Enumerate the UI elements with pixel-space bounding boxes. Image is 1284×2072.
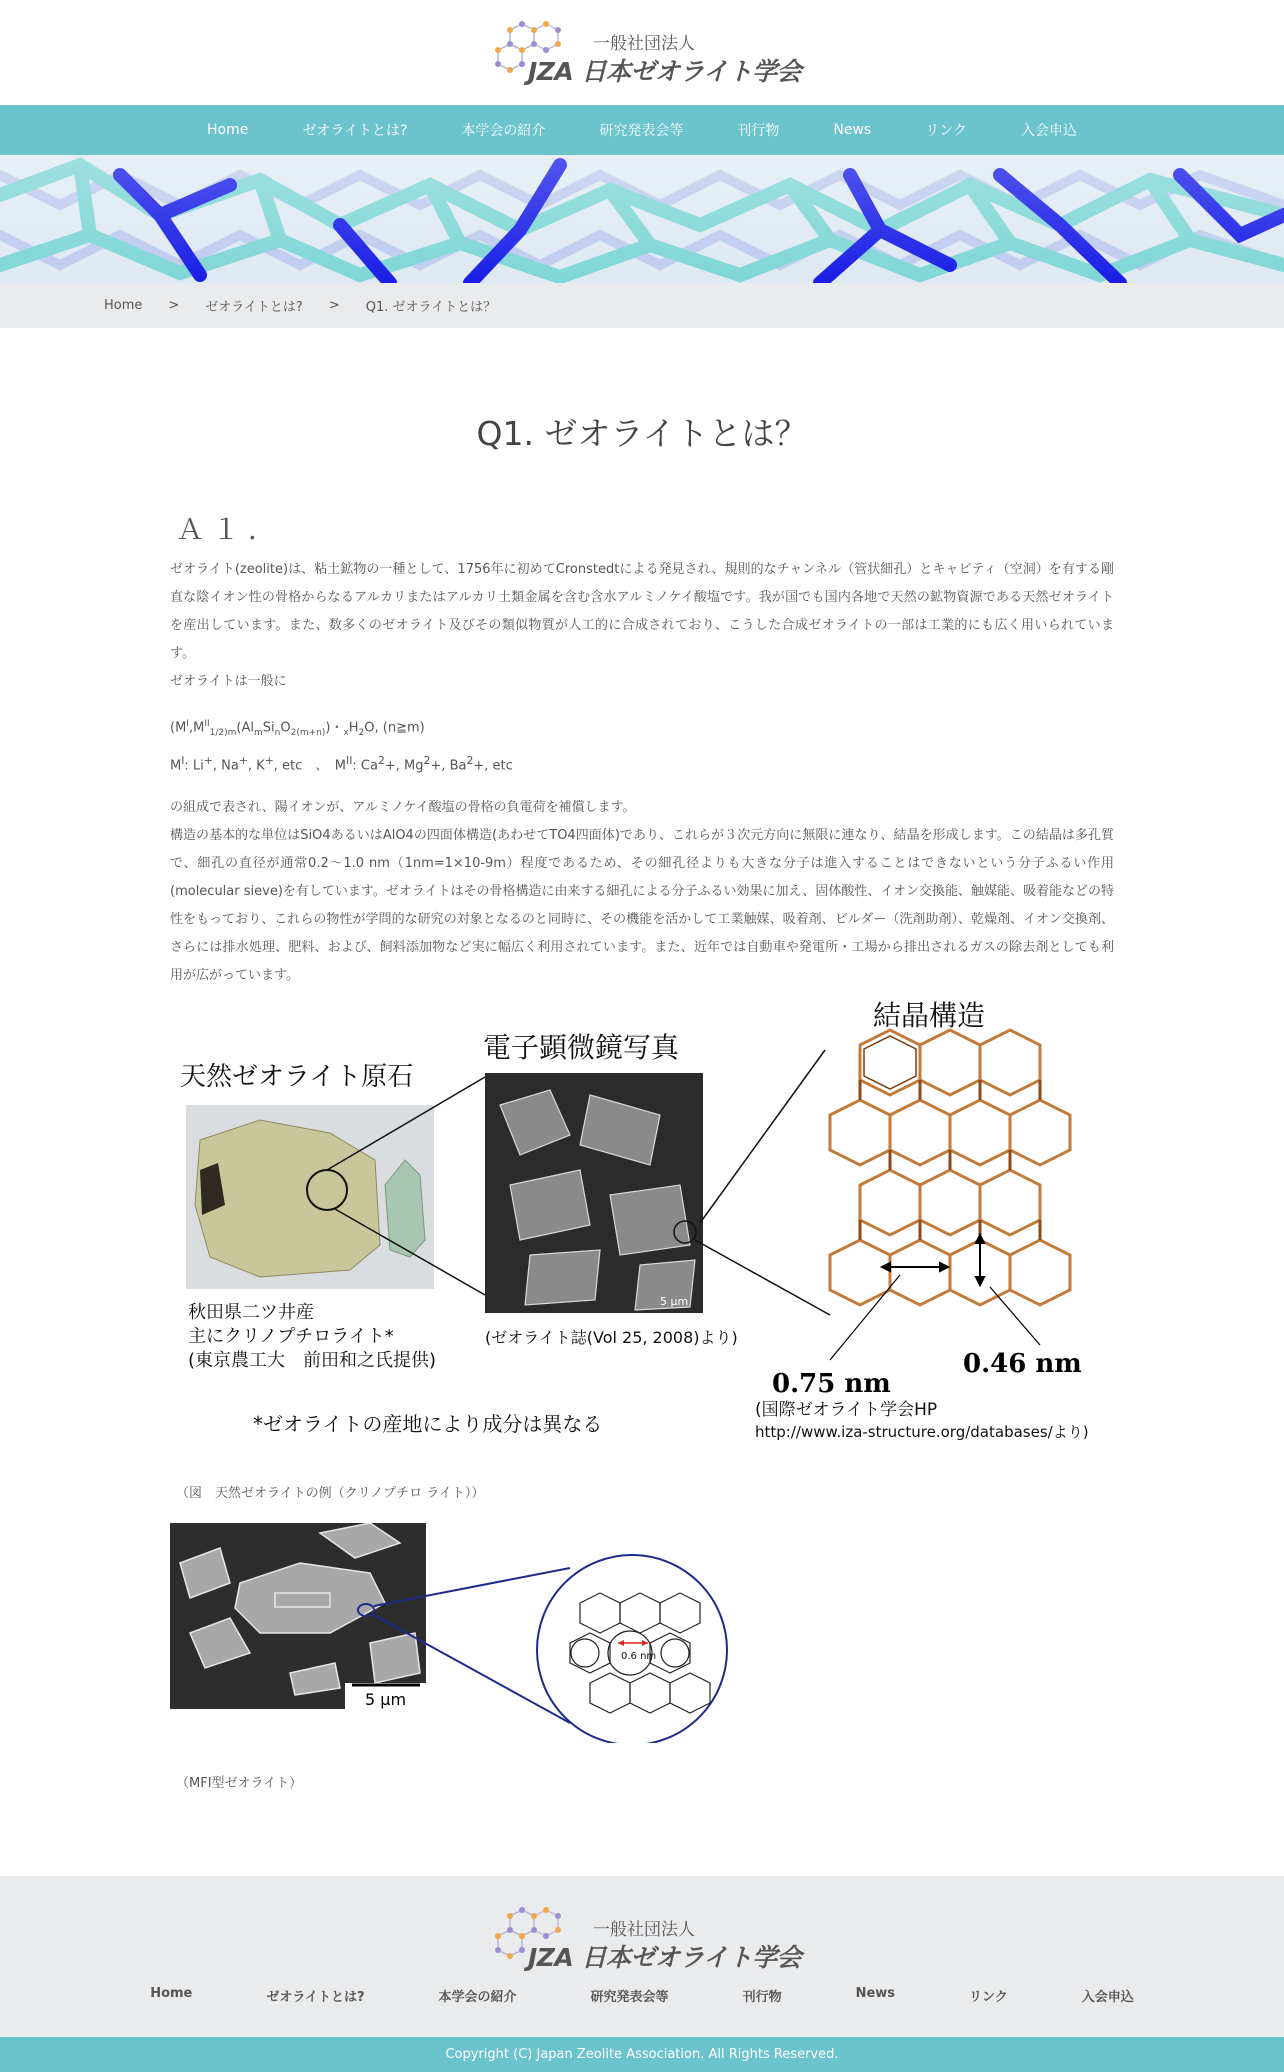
hero-banner-image (0, 155, 1284, 283)
dimension-075: 0.75 nm (772, 1369, 891, 1399)
sem-photo (485, 1073, 703, 1313)
footer-logo[interactable] (488, 1898, 802, 1974)
breadcrumb-home[interactable]: Home (104, 298, 143, 313)
crystal-framework-diagram (830, 1030, 1070, 1305)
mfi-scale-label: 5 μm (365, 1690, 407, 1709)
copyright-bar: Copyright (C) Japan Zeolite Association. All Rights Reserved. (0, 2037, 1284, 2072)
label-sem-photo: 電子顕微鏡写真 (483, 1031, 680, 1064)
label-crystal-structure: 結晶構造 (873, 999, 986, 1032)
breadcrumb-parent[interactable]: ゼオライトとは? (205, 300, 303, 315)
site-logo[interactable] (488, 12, 802, 88)
origin-line-2: 主にクリノプチロライト* (188, 1326, 394, 1347)
nav-meetings[interactable]: 研究発表会等 (599, 123, 684, 139)
chemical-formula: ($M^I,M^{II}_{1/2)m}(Al_mSi_nO_{2(m+n)})$・$_xH_2O$, (n≧m) (170, 719, 425, 738)
paragraph-intro: ゼオライト(zeolite)は、粘土鉱物の一種として、1756年に初めてCronstedtによる発見され、規則的なチャンネル（管状細孔）とキャビティ（空洞）を有する剛直な陰イオン性の骨格からなるアルカリまたはアルカリ土類金属を含む含水アルミノケイ酸塩です。我が国でも国内各地で天然の鉱物資源である天然ゼオライトを産出しています。また、数多くのゼオライト及びその類似物質が人工的に合成されており、こうした合成ゼオライトの一部は工業的にも広く用いられています。 (170, 562, 1114, 661)
breadcrumb-separator: > (328, 298, 340, 313)
page-title: Q1. ゼオライトとは？ (476, 414, 808, 453)
sem-scale-label: 5 μm (660, 1295, 689, 1308)
origin-note: *ゼオライトの産地により成分は異なる (253, 1412, 603, 1436)
dimension-046: 0.46 nm (963, 1349, 1082, 1379)
logo-subtitle: 一般社団法人 (593, 34, 695, 54)
footer-nav-about-zeolite[interactable]: ゼオライトとは? (266, 1990, 365, 2005)
footer-nav-news[interactable]: News (855, 1986, 896, 2001)
sem-source: (ゼオライト誌(Vol 25, 2008)より) (485, 1328, 738, 1347)
footer-nav (0, 1986, 1284, 2005)
site-header (0, 0, 1284, 105)
footer-nav-meetings[interactable]: 研究発表会等 (590, 1990, 669, 2005)
cation-list: $M^I$: Li+, Na+, K+, etc 、 $M^{II}$: $Ca^2+$, $Mg^2+$, $Ba^2+$, etc (170, 753, 513, 774)
breadcrumb-separator: > (168, 298, 180, 313)
nav-home[interactable]: Home (207, 122, 249, 138)
label-natural-ore: 天然ゼオライト原石 (180, 1062, 414, 1092)
figure-mfi-zeolite (170, 1523, 730, 1743)
origin-line-3: (東京農工大 前田和之氏提供) (188, 1350, 437, 1371)
footer-nav-publications[interactable]: 刊行物 (742, 1990, 782, 2005)
footer-nav-home[interactable]: Home (150, 1986, 193, 2001)
breadcrumb-current: Q1. ゼオライトとは？ (365, 300, 497, 315)
footer-nav-links[interactable]: リンク (969, 1990, 1008, 2005)
nav-society-intro[interactable]: 本学会の紹介 (461, 123, 546, 139)
crystal-source-2: http://www.iza-structure.org/databases/より) (755, 1423, 1089, 1441)
nav-about-zeolite[interactable]: ゼオライトとは? (302, 123, 408, 139)
figure2-caption: （MFI型ゼオライト） (176, 1776, 303, 1791)
nav-news[interactable]: News (833, 122, 872, 138)
zeolite-framework-banner-graphic (0, 155, 1284, 283)
origin-line-1: 秋田県二ツ井産 (188, 1302, 314, 1323)
nav-membership[interactable]: 入会申込 (1020, 123, 1077, 139)
footer-nav-membership[interactable]: 入会申込 (1081, 1990, 1134, 2005)
logo-title: JZA 日本ゼオライト学会 (528, 57, 802, 86)
paragraph-composition: の組成で表され、陽イオンが、アルミノケイ酸塩の骨格の負電荷を補償します。 (170, 800, 636, 816)
nav-links[interactable]: リンク (925, 123, 967, 139)
figure1-caption: （図 天然ゼオライトの例（クリノプチロ ライト）） (176, 1486, 485, 1501)
logo-subtitle: 一般社団法人 (593, 1920, 695, 1940)
paragraph-structure: 構造の基本的な単位はSiO4あるいはAlO4の四面体構造(あわせてTO4四面体)であり、これらが３次元方向に無限に連なり、結晶を形成します。この結晶は多孔質で、細孔の直径が通常0.2～1.0 nm（1nm=1×10-9m）程度であるため、その細孔径よりも大きな分子は進入することはできないという分子ふるい作用(molecular sieve)を有しています。ゼオライトはその骨格構造に由来する細孔による分子ふるい効果に加え、固体酸性、イオン交換能、触媒能、吸着能などの特性をもっており、これらの物性が学問的な研究の対象となるのと同時に、その機能を活かして工業触媒、吸着剤、ビルダー（洗剤助剤）、乾燥剤、イオン交換剤、さらには排水処理、肥料、および、飼料添加物など実に幅広く利用されています。また、近年では自動車や発電所・工場から排出されるガスの除去剤としても利用が広がっています。 (170, 828, 1114, 984)
article-body (170, 508, 1114, 990)
nav-publications[interactable]: 刊行物 (737, 123, 780, 139)
mfi-pore-size: 0.6 nm (621, 1651, 657, 1662)
site-footer (0, 1876, 1284, 2037)
mfi-sem-photo (170, 1523, 426, 1709)
figure-natural-zeolite (170, 995, 1114, 1455)
ore-photo (186, 1105, 434, 1289)
main-nav (0, 105, 1284, 155)
answer-heading: Ａ１． (176, 513, 285, 546)
paragraph-general: ゼオライトは一般に (170, 674, 287, 689)
breadcrumb (0, 283, 1284, 328)
mfi-structure-circle (537, 1555, 727, 1743)
footer-nav-society-intro[interactable]: 本学会の紹介 (438, 1990, 517, 2005)
logo-title: JZA 日本ゼオライト学会 (528, 1943, 802, 1972)
crystal-source-1: (国際ゼオライト学会HP (755, 1400, 938, 1420)
